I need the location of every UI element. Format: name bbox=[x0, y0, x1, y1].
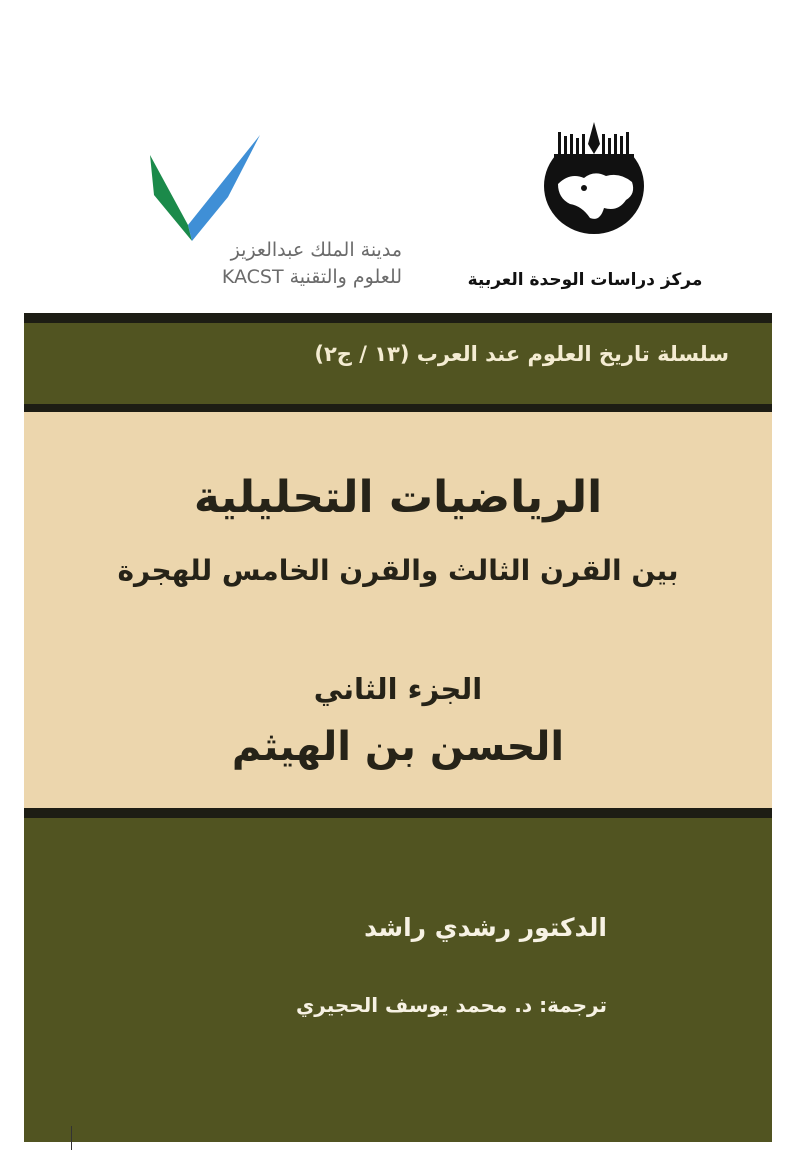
series-title: سلسلة تاريخ العلوم عند العرب (١٣ / ج٢) bbox=[314, 342, 729, 366]
series-band bbox=[24, 313, 772, 404]
author-name: الدكتور رشدي راشد bbox=[364, 913, 607, 942]
translator-name: ترجمة: د. محمد يوسف الحجيري bbox=[295, 993, 607, 1017]
book-subtitle: بين القرن الثالث والقرن الخامس للهجرة bbox=[117, 554, 679, 587]
caus-emblem-icon bbox=[540, 122, 648, 238]
volume-subject: الحسن بن الهيثم bbox=[231, 724, 565, 770]
kacst-chevron-logo bbox=[148, 133, 264, 243]
spine-mark bbox=[71, 1126, 72, 1150]
book-cover bbox=[24, 313, 772, 1142]
volume-part: الجزء الثاني bbox=[313, 672, 483, 706]
credits-band bbox=[24, 818, 772, 1142]
publisher-name: مركز دراسات الوحدة العربية bbox=[467, 270, 703, 290]
book-title: الرياضيات التحليلية bbox=[193, 472, 603, 523]
kacst-name-line1: مدينة الملك عبدالعزيز bbox=[230, 239, 402, 261]
title-panel bbox=[24, 404, 772, 818]
header-logos bbox=[0, 0, 800, 315]
kacst-name-line2: للعلوم والتقنية KACST bbox=[221, 266, 402, 288]
